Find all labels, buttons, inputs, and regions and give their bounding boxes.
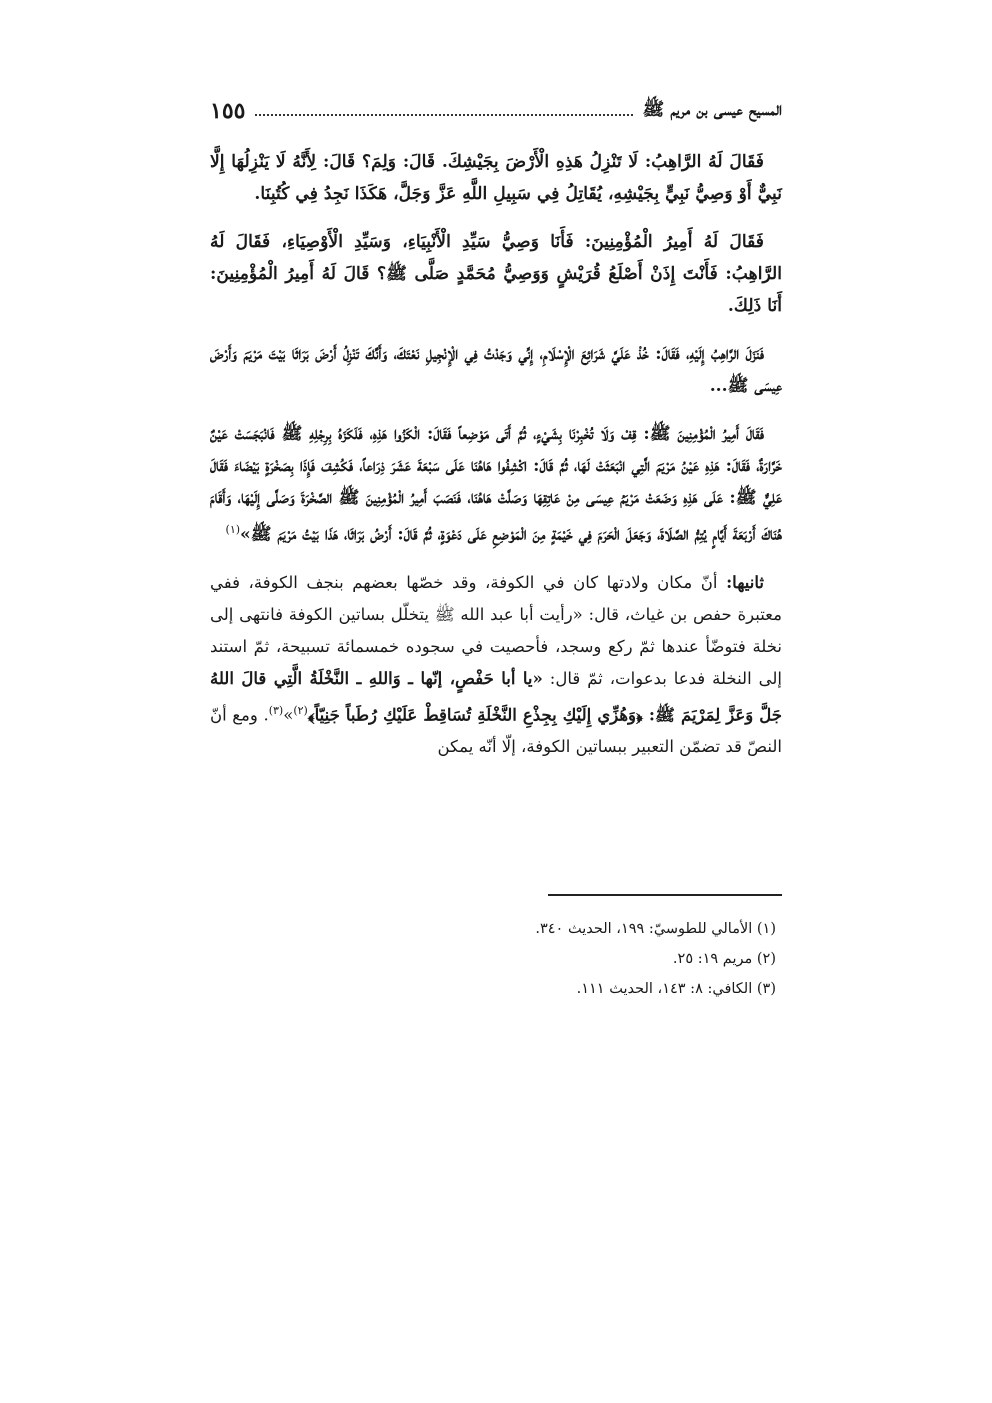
quote-close: » — [283, 705, 294, 725]
footnote-separator — [548, 894, 782, 896]
paragraph-5 — [210, 567, 782, 764]
footnote-3: (٣) الكافي: ٨: ١٤٣، الحديث ١١١. — [576, 981, 776, 997]
page-number: ١٥٥ — [210, 98, 246, 124]
footnote-2: (٢) مريم ١٩: ٢٥. — [672, 951, 776, 967]
running-header — [210, 96, 782, 126]
paragraph-5-label: ثانيها: — [726, 572, 764, 592]
paragraph-4-text: فَقَالَ أَمِيرُ الْمُؤْمِنِينَ ﷺ: قِفْ وَلَا تُخْبِرْنَا بِشَيْءٍ، ثُمَّ أَتَى مَوْضِعاً فَقَالَ: الْكَزُوا هَذِهِ، فَلَكَزَهُ بِرِجْلِهِ ﷺ فَانْبَجَسَتْ عَيْنٌ خَرَّارَةٌ، فَقَالَ: هَذِهِ عَيْنُ مَرْيَمَ الَّتِي انْبَعَثَتْ لَهَا، ثُمَّ قَالَ: اكْشِفُوا هَاهُنَا عَلَى سَبْعَةَ عَشَرَ ذِرَاعاً، فَكُشِفَ فَإِذَا بِصَخْرَةٍ بَيْضَاءَ فَقَالَ عَلِيٌّ ﷺ: عَلَى هَذِهِ وَضَعَتْ مَرْيَمُ عِيسَى مِنْ عَاتِقِهَا وَصَلَّتْ هَاهُنَا، فَنَصَبَ أَمِيرُ الْمُؤْمِنِينَ ﷺ الصَّخْرَةَ وَصَلَّى إِلَيْهَا، وَأَقَامَ هُنَاكَ أَرْبَعَةَ أَيَّامٍ يُتِمُّ الصَّلَاةَ، وَجَعَلَ الْحَرَمَ فِي خَيْمَةٍ مِنَ الْمَوْضِعِ عَلَى دَعْوَةٍ، ثُمَّ قَالَ: أَرْضُ بَرَاثَا، هَذَا بَيْتُ مَرْيَمَ ﷺ» — [210, 424, 782, 545]
header-title: المسيح عيسى بن مريم ﷺ — [642, 99, 782, 120]
paragraph-5-text: أنّ مكان ولادتها كان في الكوفة، وقد خصّها بعضهم بنجف الكوفة، ففي معتبرة حفص بن غياث، قال: «رأيت أبا عبد الله ﷺ يتخلّل بساتين الكوفة فانتهى إلى نخلة فتوضّأ عندها ثمّ ركع وسجد، فأحصيت في سجوده خمسمائة تسبيحة، ثمّ استند إلى النخلة فدعا بدعوات، ثمّ قال: — [210, 572, 782, 688]
hadith-quote: «يا أبا حَفْصٍ، إنّها ـ وَاللهِ ـ النَّخْلَةُ الَّتِي قالَ اللهُ جَلَّ وَعَزَّ لِمَرْيَمَ ﷺ: ﴿وَهُزِّي إِلَيْكِ بِجِذْعِ النَّخْلَةِ تُسَاقِطْ عَلَيْكِ رُطَباً جَنِيّاً﴾ — [210, 668, 782, 725]
paragraph-1: فَقَالَ لَهُ الرَّاهِبُ: لَا تَنْزِلُ هَذِهِ الْأَرْضَ بِجَيْشِكَ. قَالَ: وَلِمَ؟ قَالَ: لِأَنَّهُ لَا يَنْزِلُهَا إِلَّا نَبِيٌّ أَوْ وَصِيُّ نَبِيٍّ بِجَيْشِهِ، يُقَاتِلُ فِي سَبِيلِ اللَّهِ عَزَّ وَجَلَّ، هَكَذَا نَجِدُ فِي كُتُبِنَا. — [210, 152, 782, 204]
paragraph-3: فَنَزَلَ الرَّاهِبُ إِلَيْهِ، فَقَالَ: خُذْ عَلَيَّ شَرَائِعَ الْإِسْلَامِ، إِنِّي وَجَدْتُ فِي الْإِنْجِيلِ نَعْتَكَ، وَأَنَّكَ تَنْزِلُ أَرْضَ بَرَاثَا بَيْتَ مَرْيَمَ وَأَرْضَ عِيسَى ﷺ... — [210, 344, 782, 396]
main-text — [210, 146, 782, 779]
header-dot-leader — [255, 114, 632, 116]
paragraph-5-tail: . ومع أنّ النصّ قد تضمّن التعبير ببساتين الكوفة، إلّا أنّه يمكن — [210, 705, 782, 757]
footnote-ref-3[interactable]: (٣) — [268, 703, 284, 717]
paragraph-4 — [210, 418, 782, 551]
footnote-ref-2[interactable]: (٢) — [293, 703, 308, 717]
footnote-1: (١) الأمالي للطوسيّ: ١٩٩، الحديث ٣٤٠. — [535, 921, 776, 937]
footnote-ref-1[interactable]: (١) — [225, 523, 241, 536]
footnotes — [210, 914, 782, 1004]
paragraph-2: فَقَالَ لَهُ أَمِيرُ الْمُؤْمِنِينَ: فَأَنَا وَصِيُّ سَيِّدِ الْأَنْبِيَاءِ، وَسَيِّدِ الْأَوْصِيَاءِ، فَقَالَ لَهُ الرَّاهِبُ: فَأَنْتَ إِذَنْ أَصْلَعُ قُرَيْشٍ وَوَصِيُّ مُحَمَّدٍ صَلَّى ﷺ؟ قَالَ لَهُ أَمِيرُ الْمُؤْمِنِينَ: أَنَا ذَلِكَ. — [210, 232, 782, 316]
